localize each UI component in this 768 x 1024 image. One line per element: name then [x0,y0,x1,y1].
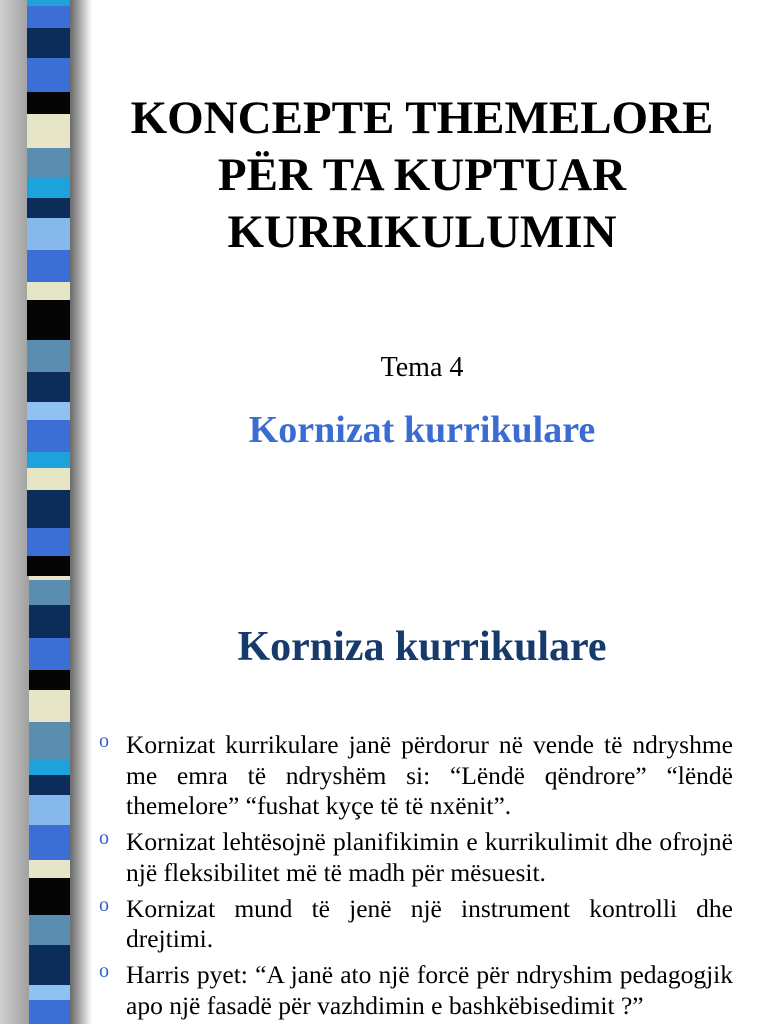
bullet-marker: o [99,730,109,752]
slide-heading: Korniza kurrikulare [237,624,607,670]
bullet-marker: o [99,827,109,849]
bullet-item [99,893,733,955]
slide-2 [0,576,768,1024]
bullet-marker: o [99,960,109,982]
bullet-item [99,827,733,888]
bullet-text: Harris pyet: “A janë ato një forcë për ndryshim pedagogjik apo një fasadë për vazhdimin e bashkëbisedimit ?” [126,960,733,1020]
slide-title [76,90,768,261]
bullet-text: Kornizat kurrikulare janë përdorur në vende të ndryshme me emra të ndryshëm si: “Lëndë qëndrore” “lëndë themelore” “fushat kyçe të të nxënit”. [126,730,733,820]
slide-subtitle: Kornizat kurrikulare [248,409,596,451]
bullet-item [99,960,733,1021]
topic-label: Tema 4 [380,352,464,383]
title-line: PËR TA KUPTUAR [217,149,627,201]
decorative-stripe [29,576,70,1024]
decorative-stripe [27,0,70,576]
bullet-item [99,730,733,822]
title-line: KONCEPTE THEMELORE [130,92,714,144]
bullet-text: Kornizat lehtësojnë planifikimin e kurrikulimit dhe ofrojnë një fleksibilitet më të madh për mësuesit. [126,827,733,887]
bullet-marker: o [99,893,109,916]
title-line: KURRIKULUMIN [227,206,617,258]
bullet-text: Kornizat mund të jenë një instrument kontrolli dhe drejtimi. [126,893,733,953]
bullet-list [99,730,733,1024]
